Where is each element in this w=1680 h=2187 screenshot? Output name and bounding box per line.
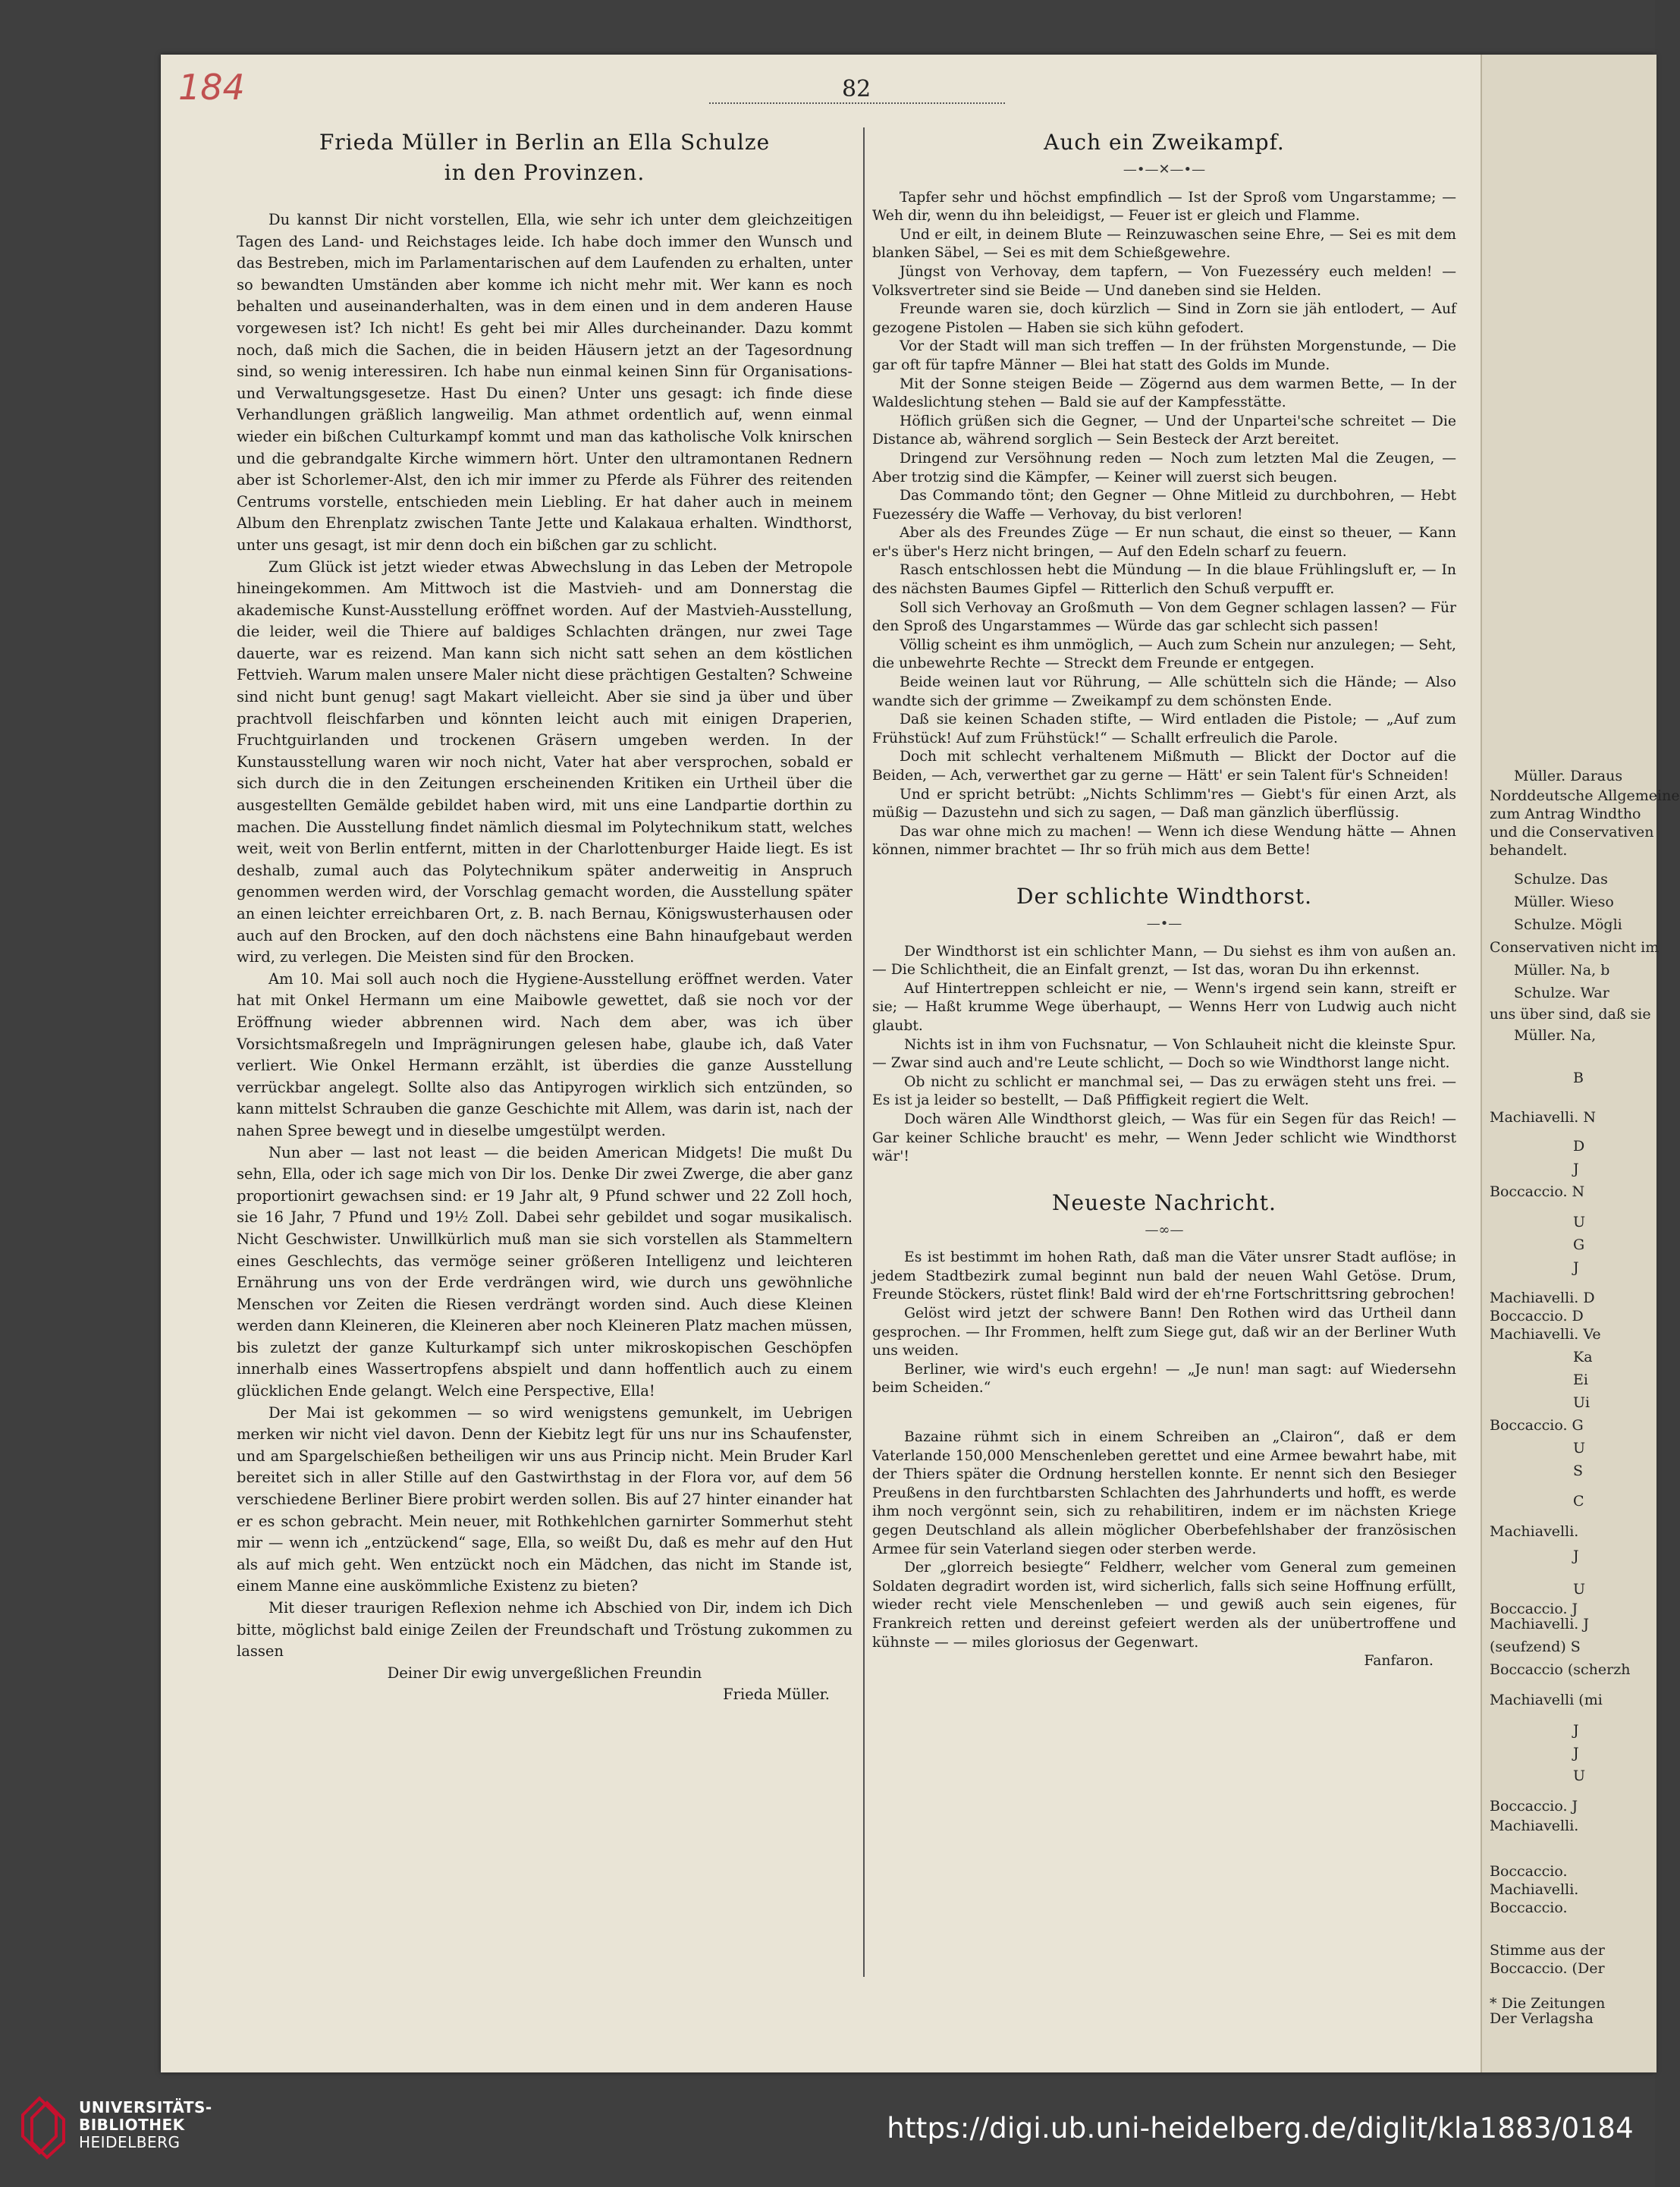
neighbor-line: behandelt. — [1490, 842, 1568, 859]
article4-stanza: Gelöst wird jetzt der schwere Bann! Den Rothen wird das Urtheil dann gesprochen. — Ihr Frommen, helft zum Siege gut, daß wir an der Berliner Wuth uns weiden. — [872, 1306, 1456, 1359]
neighbor-line: Conservativen nicht im — [1490, 939, 1660, 956]
neighbor-line: Der Verlagsha — [1490, 2010, 1594, 2027]
poem-line: Doch mit schlecht verhaltenem Mißmuth — Blickt der Doctor auf die Beiden, — Ach, verwerthet gar zu gerne — Hätt' er sein Talent für's Schneiden! — [872, 749, 1456, 784]
poem-line: Beide weinen laut vor Rührung, — Alle schütteln sich die Hände; — Also wandte sich der grimme — Zweikampf zu dem schönsten Ende. — [872, 674, 1456, 709]
page-number: 82 — [842, 76, 871, 102]
library-name-line1: UNIVERSITÄTS- — [79, 2098, 212, 2116]
article4-stanza: Es ist bestimmt im hohen Rath, daß man die Väter unsrer Stadt auflöse; in jedem Stadtbezirk zumal beginnt nun bald der neuen Wahl Getöse. Drum, Freunde Stöckers, rüstet flink! Bald wird der eh'rne Fortschrittsring gebrochen! — [872, 1249, 1456, 1303]
column-divider — [863, 127, 865, 1977]
neighbor-line: Boccaccio. N — [1490, 1183, 1585, 1200]
neighbor-line: U — [1573, 1768, 1586, 1784]
article2-ornament: —•—✕—•— — [1123, 162, 1206, 178]
neighbor-line: zum Antrag Windtho — [1490, 806, 1641, 822]
library-name-line3: HEIDELBERG — [79, 2133, 181, 2151]
neighbor-line: S — [1573, 1463, 1584, 1479]
library-name-line2: BIBLIOTHEK — [79, 2116, 185, 2134]
article1-title-line2: in den Provinzen. — [444, 160, 645, 185]
article2-poem — [872, 189, 1456, 860]
article1-closing: Deiner Dir ewig unvergeßlichen Freundin — [387, 1664, 702, 1682]
poem-line: Und er eilt, in deinem Blute — Reinzuwaschen seine Ehre, — Sei es mit dem blanken Säbel, — Sei es mit dem Schießgewehre. — [872, 226, 1456, 262]
neighbor-line: (seufzend) S — [1490, 1639, 1581, 1655]
neighbor-line: J — [1573, 1722, 1579, 1739]
neighbor-line: Ui — [1573, 1394, 1591, 1411]
neighbor-line: C — [1573, 1493, 1584, 1510]
article5-paragraph: Bazaine rühmt sich in einem Schreiben an „Clairon“, daß er dem Vaterlande 150,000 Menschenleben gerettet und eine Armee bewahrt habe, mit der Thiers später die Ordnung herstellen konnte. Er nennt sich den Besieger Preußens in den furchtbarsten Schlachten des Jahrhunderts und hofft, es werde ihm noch vergönnt sein, sich zu rehabilitiren, indem er im nächsten Kriege gegen Deutschland als allein möglicher Oberbefehlshaber der französischen Armee für sein Vaterland siegen oder sterben werde. — [872, 1429, 1456, 1557]
neighbor-line: U — [1573, 1581, 1586, 1598]
neighbor-line: * Die Zeitungen — [1490, 1995, 1606, 2012]
poem-line: Vor der Stadt will man sich treffen — In der frühsten Morgenstunde, — Die gar oft für tapfre Männer — Blei hat statt des Golds im Munde. — [872, 338, 1456, 373]
permalink-url[interactable]: https://digi.ub.uni-heidelberg.de/diglit/kla1883/0184 — [887, 2112, 1634, 2145]
neighbor-line: U — [1573, 1440, 1586, 1456]
neighbor-line: Machiavelli. J — [1490, 1616, 1589, 1632]
poem-line: Und er spricht betrübt: „Nichts Schlimm'res — Giebt's für einen Arzt, als müßig — Dazustehn und sich zu sagen, — Daß man gänzlich überflüssig. — [872, 786, 1456, 822]
neighbor-line: J — [1573, 1259, 1579, 1276]
neighbor-line: J — [1573, 1548, 1579, 1564]
neighbor-line: Machiavelli. N — [1490, 1109, 1596, 1126]
neighbor-line: Norddeutsche Allgemeine — [1490, 787, 1680, 804]
poem-line: Aber als des Freundes Züge — Er nun schaut, die einst so theuer, — Kann er's über's Herz nicht bringen, — Auf den Edeln scharf zu feuern. — [872, 525, 1456, 560]
poem-line: Tapfer sehr und höchst empfindlich — Ist der Sproß vom Ungarstamme; — Weh dir, wenn du ihn beleidigst, — Feuer ist er gleich und Flamme. — [872, 189, 1456, 225]
article1-paragraph: Der Mai ist gekommen — so wird wenigstens gemunkelt, im Uebrigen merken wir nicht viel davon. Denn der Kiebitz legt für uns nur ins Schaufenster, und am Spargelschießen betheiligen wir uns aus Princip nicht. Mein Bruder Karl bereitet sich in aller Stille auf den Gastwirthstag in der Flora vor, auf dem 56 verschiedene Berliner Biere probirt werden sollen. Bis auf 27 hinter einander hat er es schon gebracht. Mein neuer, mit Rothkehlchen garnirter Sommerhut steht mir — wenn ich „entzückend“ sage, Ella, so weißt Du, daß es mehr auf den Hut als auf mich geht. Wen entzückt noch ein Mädchen, das nicht im Stande ist, einem Manne eine auskömmliche Existenz zu bieten? — [237, 1403, 853, 1595]
article1-signature: Frieda Müller. — [723, 1686, 830, 1704]
poem-line: Mit der Sonne steigen Beide — Zögernd aus dem warmen Bette, — In der Waldeslichtung stehen — Bald sie auf der Kampfesstätte. — [872, 375, 1456, 411]
neighbor-line: Müller. Na, — [1514, 1027, 1597, 1044]
left-column — [237, 127, 853, 1706]
handwritten-shelfmark: 184 — [178, 67, 245, 108]
article1-title-line1: Frieda Müller in Berlin an Ella Schulze — [319, 130, 771, 155]
neighbor-line: Müller. Wieso — [1514, 894, 1614, 910]
neighbor-line: G — [1573, 1236, 1585, 1253]
article3-stanza: Der Windthorst ist ein schlichter Mann, — Du siehst es ihm von außen an. — Die Schlichtheit, die an Einfalt grenzt, — Ist das, woran Du ihn erkennst. — [872, 943, 1456, 979]
article3-stanza: Ob nicht zu schlicht er manchmal sei, — Das zu erwägen steht uns frei. — Es ist ja leider so bestellt, — Daß Pfiffigkeit regiert die Welt. — [872, 1073, 1456, 1109]
article1-paragraph: Du kannst Dir nicht vorstellen, Ella, wie sehr ich unter dem gleichzeitigen Tagen des Land- und Reichstages leide. Ich habe doch immer den Wunsch und das Bestreben, mich im Parlamentarischen auf dem Laufenden zu erhalten, unter so bewandten Umständen aber komme ich nicht mehr mit. Wer kann es noch behalten und auseinanderhalten, was in dem einen und in dem anderen Hause vorgewesen ist? Ich nicht! Es geht bei mir Alles durcheinander. Dazu kommt noch, daß mich die Sachen, die in beiden Häusern jetzt an der Tagesordnung sind, so wenig interessiren. Ich habe nun einmal keinen Sinn für Organisations- und Verwaltungsgesetze. Hast Du einen? Unter uns gesagt: ich finde diese Verhandlungen gräßlich langweilig. Man athmet ordentlich auf, wenn einmal wieder ein bißchen Culturkampf kommt und man das katholische Volk knirschen und die gebrandgalte Kirche wimmern hört. Unter den ultramontanen Rednern aber ist Schorlemer-Alst, den ich mir immer zu Pferde als Führer des reitenden Centrums vorstelle, entschieden mein Liebling. Er hat daher auch in meinem Album den Ehrenplatz zwischen Tante Jette und Kalakaua erhalten. Windthorst, unter uns gesagt, ist mir denn doch ein bißchen gar zu schlicht. — [237, 211, 853, 554]
neighbor-line: Ei — [1573, 1372, 1588, 1388]
neighbor-line: Boccaccio. J — [1490, 1601, 1578, 1617]
neighbor-line: Ka — [1573, 1349, 1593, 1365]
neighbor-line: Machiavelli. — [1490, 1818, 1579, 1834]
poem-line: Daß sie keinen Schaden stifte, — Wird entladen die Pistole; — „Auf zum Frühstück! Auf zum Frühstück!“ — Schallt erfreulich die Parole. — [872, 712, 1456, 746]
neighbor-line: Boccaccio. J — [1490, 1798, 1578, 1815]
article3-stanza: Nichts ist in ihm von Fuchsnatur, — Von Schlauheit nicht die kleinste Spur. — Zwar sind auch and're Leute schlicht, — Doch so wie Windthorst lange nicht. — [872, 1036, 1456, 1072]
article2-title: Auch ein Zweikampf. — [1044, 130, 1285, 155]
poem-line: Rasch entschlossen hebt die Mündung — In die blaue Frühlingsluft er, — In des nächsten Baumes Gipfel — Ritterlich den Schuß verpufft er. — [872, 562, 1456, 598]
university-library-logo-icon — [17, 2092, 70, 2160]
neighbor-line: D — [1573, 1138, 1585, 1155]
neighbor-line: Machiavelli. — [1490, 1523, 1579, 1540]
article1-paragraph: Mit dieser traurigen Reflexion nehme ich Abschied von Dir, indem ich Dich bitte, möglichst bald einige Zeilen der Freundschaft und Tröstung zukommen zu lassen — [237, 1599, 853, 1661]
neighbor-line: Schulze. Das — [1514, 871, 1608, 888]
neighbor-line: Machiavelli. — [1490, 1881, 1579, 1898]
poem-line: Dringend zur Versöhnung reden — Noch zum letzten Mal die Zeugen, — Aber trotzig sind die Kämpfer, — Keiner will zuerst sich beugen. — [872, 450, 1456, 485]
poem-line: Freunde waren sie, doch kürzlich — Sind in Zorn sie jäh entlodert, — Auf gezogene Pistolen — Haben sie sich kühn gefodert. — [872, 301, 1456, 336]
neighbor-line: B — [1573, 1070, 1584, 1086]
neighbor-line: Boccaccio. — [1490, 1863, 1568, 1880]
neighbor-line: Schulze. War — [1514, 985, 1609, 1001]
neighbor-line: Machiavelli (mi — [1490, 1692, 1603, 1708]
neighbor-page-edge — [1481, 55, 1680, 2072]
header-rule — [709, 102, 1005, 104]
article3-stanza: Doch wären Alle Windthorst gleich, — Was für ein Segen für das Reich! — Gar keiner Schliche braucht' es mehr, — Wenn Jeder schlicht wie Windthorst wär'! — [872, 1111, 1456, 1165]
article5-signature: Fanfaron. — [1364, 1653, 1433, 1670]
neighbor-line: und die Conservativen — [1490, 824, 1654, 841]
article1-paragraph: Zum Glück ist jetzt wieder etwas Abwechslung in das Leben der Metropole hineingekommen. Am Mittwoch ist die Mastvieh- und am Donnerstag die akademische Kunst-Ausstellung eröffnet worden. Auf der Mastvieh-Ausstellung, die leider, weil die Thiere auf baldiges Schlachten drängen, nur zwei Tage dauerte, war es reizend. Man kann sich nicht satt sehen an dem köstlichen Fettvieh. Warum malen unsere Maler nicht diese prächtigen Gestalten? Schweine sind nicht bunt genug! sagt Makart vielleicht. Aber sie sind ja über und über prachtvoll fleischfarben und könnten leicht auch mit einigen Draperien, Fruchtguirlanden und trockenen Gräsern umgeben werden. In der Kunstausstellung waren wir noch nicht, Vater hat aber versprochen, sobald er sich durch die in den Zeitungen erscheinenden Kritiken ein Urtheil über die ausgestellten Gemälde gebildet haben wird, mit uns eine Landpartie dorthin zu machen. Die Ausstellung findet nämlich diesmal im Polytechnikum statt, welches weit, weit von Berlin entfernt, mitten in der Charlottenburger Haide liegt. Es ist deshalb, zumal auch das Polytechnikum später anderweitig in Anspruch genommen werden wird, der Vorschlag gemacht worden, die Ausstellung später an einen leichter erreichbaren Ort, z. B. nach Bernau, Königswusterhausen oder auch auf den Brocken, auf den doch nächstens eine Bahn hinaufgebaut werden wird, zu verlegen. Die Meisten sind für den Brocken. — [237, 558, 853, 966]
neighbor-line: Schulze. Mögli — [1514, 916, 1622, 933]
neighbor-line: Machiavelli. D — [1490, 1290, 1595, 1306]
poem-line: Höflich grüßen sich die Gegner, — Und der Unpartei'sche schreitet — Die Distance ab, während sorglich — Sein Besteck der Arzt bereitet. — [872, 413, 1456, 448]
neighbor-line: Stimme aus der — [1490, 1942, 1605, 1959]
neighbor-line: Boccaccio. — [1490, 1899, 1568, 1916]
article4-ornament: —∞— — [1145, 1221, 1184, 1238]
article3-ornament: —•— — [1146, 915, 1182, 932]
neighbor-line: uns über sind, daß sie — [1490, 1006, 1651, 1023]
article5-paragraph: Der „glorreich besiegte“ Feldherr, welcher vom General zum gemeinen Soldaten degradirt worden ist, wird sicherlich, falls sich seine Hoffnung erfüllt, wieder recht viele Menschenleben — und gewiß auch sein eigenes, für Frankreich retten und dereinst gefeiert werden als der unübertroffene und kühnste — — miles gloriosus der Gegenwart. — [872, 1560, 1456, 1651]
neighbor-line: Boccaccio (scherzh — [1490, 1661, 1631, 1678]
poem-line: Das war ohne mich zu machen! — Wenn ich diese Wendung hätte — Ahnen können, nimmer brachtet — Ihr so früh mich aus dem Bette! — [872, 823, 1456, 859]
article4-stanza: Berliner, wie wird's euch ergehn! — „Je nun! man sagt: auf Wiedersehn beim Scheiden.“ — [872, 1361, 1456, 1397]
neighbor-line: Boccaccio. G — [1490, 1417, 1584, 1434]
neighbor-line: J — [1573, 1745, 1579, 1761]
neighbor-line: Boccaccio. D — [1490, 1308, 1584, 1324]
poem-line: Jüngst von Verhovay, dem tapfern, — Von Fuezesséry euch melden! — Volksvertreter sind sie Beide — Und daneben sind sie Helden. — [872, 263, 1456, 299]
library-name — [79, 2099, 212, 2151]
neighbor-line: Müller. Daraus — [1514, 768, 1623, 784]
article1-paragraph: Nun aber — last not least — die beiden American Midgets! Die mußt Du sehn, Ella, oder ich sage mich von Dir los. Denke Dir zwei Zwerge, die aber ganz proportionirt gewachsen sind: er 19 Jahr alt, 9 Pfund schwer und 22 Zoll hoch, sie 16 Jahr, 7 Pfund und 19½ Zoll. Dabei sehr gebildet und sogar musikalisch. Nicht Geschwister. Unwillkürlich muß man sie sich vorstellen als Stammeltern eines Geschlechts, das vermöge seiner größeren Intelligenz und leichteren Ernährung uns von der Erde verdrängen wird, wie durch uns gewöhnliche Menschen vor Zeiten die Riesen verdrängt worden sind. Auch diese Kleinen werden dann Kleineren, die Kleineren aber noch Kleineren Platz machen müssen, bis zuletzt der ganze Kulturkampf sich unter mikroskopischen Geschöpfen innerhalb eines Wassertropfens abspielt und dann hoffentlich auch zu einem glücklichen Ende gelangt. Welch eine Perspective, Ella! — [237, 1143, 853, 1400]
right-column — [872, 127, 1456, 1671]
neighbor-line: Müller. Na, b — [1514, 962, 1610, 979]
poem-line: Soll sich Verhovay an Großmuth — Von dem Gegner schlagen lassen? — Für den Sproß des Ungarstammes — Würde das gar schlecht sich passen! — [872, 599, 1456, 635]
neighbor-line: J — [1573, 1161, 1579, 1177]
article4-title: Neueste Nachricht. — [1052, 1189, 1276, 1215]
article3-title: Der schlichte Windthorst. — [1016, 883, 1312, 909]
article1-title — [237, 127, 853, 188]
neighbor-line: Boccaccio. (Der — [1490, 1960, 1605, 1977]
poem-line: Das Commando tönt; den Gegner — Ohne Mitleid zu durchbohren, — Hebt Fuezesséry die Waffe — Verhovay, du bist verloren! — [872, 488, 1456, 523]
neighbor-line: U — [1573, 1214, 1586, 1230]
neighbor-line: Machiavelli. Ve — [1490, 1326, 1601, 1343]
poem-line: Völlig scheint es ihm unmöglich, — Auch zum Schein nur anzulegen; — Seht, die unbewehrte Rechte — Streckt dem Freunde er entgegen. — [872, 636, 1456, 672]
article1-paragraph: Am 10. Mai soll auch noch die Hygiene-Ausstellung eröffnet werden. Vater hat mit Onkel Hermann um eine Maibowle gewettet, daß sie noch vor der Eröffnung wieder abbrennen wird. Nach dem aber, was ich über Vorsichtsmaßregeln und Imprägnirungen gelesen habe, glaube ich, daß Vater verliert. Wie Onkel Hermann erzählt, ist überdies die ganze Ausstellung verrückbar angelegt. Sollte also das Antipyrogen wirklich sich entzünden, so kann mittelst Schrauben die ganze Geschichte mit Allem, was darin ist, nach der nahen Spree bewegt und in dieselbe umgestülpt werden. — [237, 969, 853, 1139]
article3-stanza: Auf Hintertreppen schleicht er nie, — Wenn's irgend sein kann, streift er sie; — Haßt krumme Wege überhaupt, — Wenns Herr von Ludwig auch nicht glaubt. — [872, 980, 1456, 1034]
